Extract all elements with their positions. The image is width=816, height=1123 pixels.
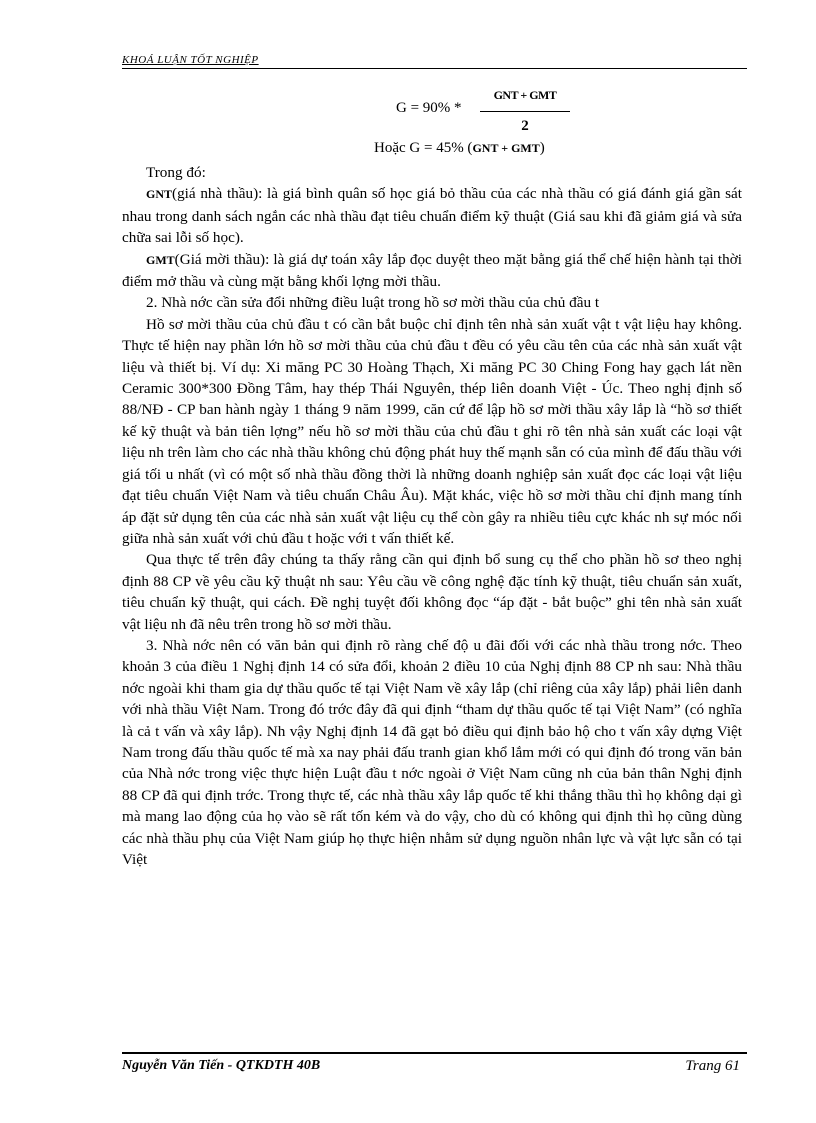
formula-line-1: G = 90% *: [396, 100, 462, 116]
paragraph-item-3: 3. Nhà nớc nên có văn bản qui định rõ ràng chế độ u đãi đối với các nhà thầu trong nớc. Theo khoản 3 của điều 1 Nghị định 14 có sửa đổi, khoản 2 điều 10 của Nghị định 88 CP nh sau: Nhà thầu nớc ngoài khi tham gia dự thầu quốc tế tại Việt Nam về xây lắp (chỉ riêng của xây lắp) phải liên danh với nhà thầu Việt Nam. Trong đó trớc đây đã qui định “tham dự thầu quốc tế tại Việt Nam” (có nghĩa là cả t vấn và xây lắp). Nh vậy Nghị định 14 đã gạt bỏ điều qui định bảo hộ cho t vấn xây dựng Việt Nam trong đấu thầu quốc tế mà xa nay phải đấu tranh gian khổ lắm mới có qui định đó trong văn bản của Nhà nớc trong việc thực hiện Luật đầu t nớc ngoài ở Việt Nam cũng nh của bản thân Nghị định 88 CP đã qui định trớc. Trong thực tế, các nhà thầu xây lắp quốc tế khi thắng thầu thì họ không dại gì mà mang lao động của họ vào sẽ rất tốn kém và do vậy, cho dù có không qui định thì họ cũng dùng các nhà thầu phụ của Việt Nam giúp họ thực hiện nhằm sử dụng nguồn nhân lực và vật lực sẵn có tại Việt: [122, 636, 742, 868]
header-title: KHOÁ LUẬN TỐT NGHIỆP: [122, 54, 259, 66]
paragraph-gmt-text: (Giá mời thầu): là giá dự toán xây lắp đọc duyệt theo mặt bằng giá thể chế hiện hành tại thời điểm mở thầu và cùng mặt bằng khối lợng mời thầu.: [122, 250, 742, 291]
paragraph-where: Trong đó:: [146, 164, 206, 181]
term-gmt: GMT: [146, 252, 175, 267]
formula-line2-prefix: Hoặc G = 45% (: [374, 140, 473, 156]
paragraph-gmt: [122, 249, 742, 293]
paragraph-recommendation: Qua thực tế trên đây chúng ta thấy rằng cần qui định bổ sung cụ thể cho phần hồ sơ theo nghị định 88 CP về yêu cầu kỹ thuật nh sau: Yêu cầu về công nghệ đặc tính kỹ thuật, tiêu chuẩn sản xuất, tiêu chuẩn kỹ thuật, qui cách. Đề nghị tuyệt đối không đọc “áp đặt - bắt buộc” ghi tên nhà sản xuất vật liệu nh đã nêu trên trong hồ sơ mời thầu.: [122, 551, 742, 633]
paragraph-bidding-docs: Hồ sơ mời thầu của chủ đầu t có cần bắt buộc chỉ định tên nhà sản xuất vật t vật liệu hay không. Thực tế hiện nay phần lớn hồ sơ mời thầu của chủ đầu t đều có yêu cầu tên của các nhà sản xuất vật liệu và thiết bị. Ví dụ: Xi măng PC 30 Hoàng Thạch, Xi măng PC 30 Ching Fong hay gạch lát nền Ceramic 300*300 Đồng Tâm, hay thép Thái Nguyên, thép liên doanh Việt - Úc. Theo nghị định số 88/NĐ - CP ban hành ngày 1 tháng 9 năm 1999, căn cứ để lập hồ sơ mời thầu xây lắp là “hồ sơ thiết kế kỹ thuật và bản tiên lợng” nếu hồ sơ mời thầu của chủ đầu t ghi rõ tên nhà sản xuất các loại vật liệu nh trên làm cho các nhà thầu không chủ động phát huy thế mạnh sẵn có của mình để đấu thầu với giá tối u nhất (vì có một số nhà thầu đồng thời là những doanh nghiệp sản xuất đọc các loại vật liệu đạt tiêu chuẩn Việt Nam và tiêu chuẩn Châu Âu). Mặt khác, việc hồ sơ mời thầu chỉ định mang tính áp đặt sử dụng tên của các nhà sản xuất vật liệu cụ thể còn gây ra nhiều tiêu cực khác nh sự móc nối giữa nhà sản xuất với chủ đầu t hoặc với t vấn thiết kế.: [122, 315, 742, 547]
formula-line-2: [374, 140, 545, 157]
formula-line2-suffix: ): [539, 140, 545, 156]
term-gnt: GNT: [146, 187, 173, 202]
footer-divider: [122, 1052, 747, 1054]
footer-page-number: Trang 61: [685, 1058, 740, 1074]
page-header: [122, 52, 747, 69]
paragraph-gnt: [122, 183, 742, 248]
formula-numerator: GNT + GMT: [493, 88, 557, 102]
paragraph-item-2: 2. Nhà nớc cần sửa đổi những điều luật trong hồ sơ mời thầu của chủ đầu t: [146, 294, 600, 312]
formula-fraction: [480, 88, 570, 135]
paragraph-gnt-text: (giá nhà thầu): là giá bình quân số học giá bỏ thầu của các nhà thầu có giá đánh giá gần sát nhau trong danh sách ngắn các nhà thầu đạt tiêu chuẩn điểm kỹ thuật (Giá sau khi đã giảm giá và sửa chữa sai lỗi số học).: [122, 185, 742, 247]
footer-author: Nguyễn Văn Tiến - QTKDTH 40B: [122, 1058, 321, 1073]
fraction-bar: [480, 111, 570, 112]
formula-denominator: 2: [521, 118, 529, 134]
formula-line2-terms: GNT + GMT: [472, 141, 540, 155]
body-text: [122, 162, 742, 870]
